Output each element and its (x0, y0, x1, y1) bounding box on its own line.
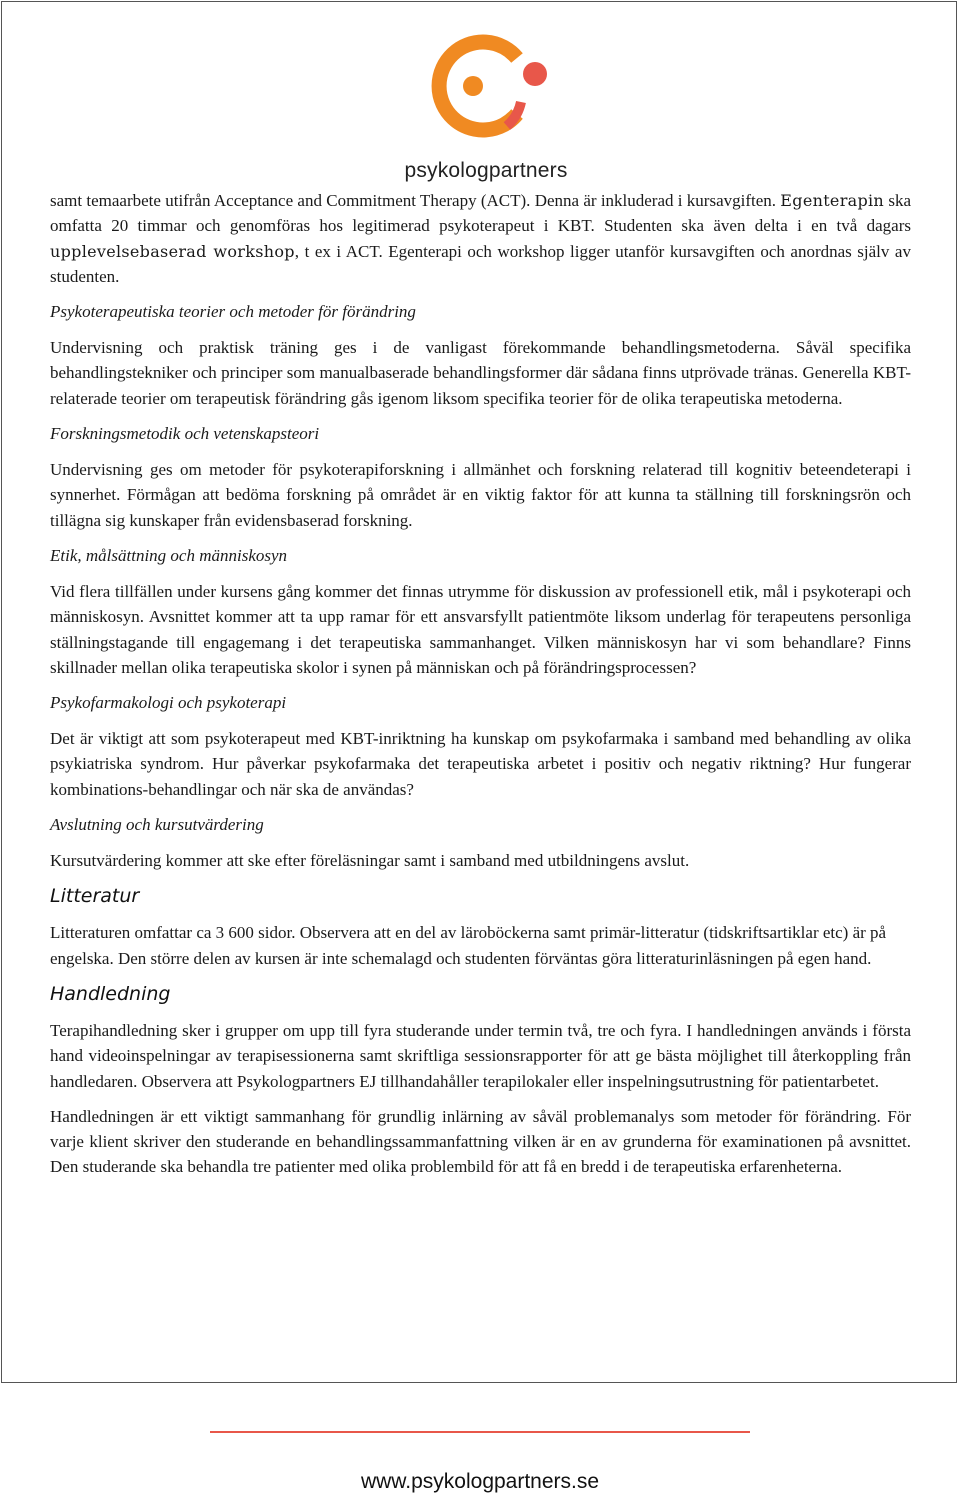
handledning-heading: Handledning (50, 982, 171, 1005)
logo-mark-icon (425, 28, 549, 144)
logo-wordmark: psykologpartners (404, 159, 568, 182)
section-body: Undervisning ges om metoder för psykoterapiforskning i allmänhet och forskning relaterad till kognitiv beteendeterapi i synnerhet. Förmågan att bedöma forskning på området är en viktig faktor för att kunna ta ställning till forskningsrön och tillägna sig kunskaper från evidensbaserad forskning. (50, 460, 911, 530)
footer-divider (210, 1431, 750, 1433)
section-body: Kursutvärdering kommer att ske efter föreläsningar samt i samband med utbildningens avslut. (50, 851, 690, 871)
section-heading: Psykoterapeutiska teorier och metoder för förändring (50, 302, 416, 322)
section-heading: Forskningsmetodik och vetenskapsteori (50, 424, 320, 444)
intro-text-2: ska omfatta 20 timmar och genomföras hos legitimerad psykoterapeut i KBT. Studenten ska även delta i en två dagars (50, 191, 911, 236)
footer-url: www.psykologpartners.se (360, 1470, 600, 1493)
section-body: Det är viktigt att som psykoterapeut med KBT-inriktning ha kunskap om psykofarmaka i samband med behandling av olika psykiatriska syndrom. Hur påverkar psykofarmaka det terapeutiska arbetet i positiv och negativ riktning? Hur fungerar kombinations-behandlingar och när ska de användas? (50, 729, 911, 799)
section-body: Undervisning och praktisk träning ges i de vanligast förekommande behandlingsmetoderna. Såväl specifika behandlingstekniker och principer som manualbaserade behandlingsformer där sådana finns utprövade tränas. Generella KBT-relaterade teorier om terapeutisk förändring gås igenom liksom specifika teorier för de olika terapeutiska metoderna. (50, 338, 911, 408)
intro-text-3: , t ex i ACT. Egenterapi och workshop ligger utanför kursavgiften och anordnas själv av studenten. (50, 241, 911, 286)
logo (385, 28, 585, 182)
egenterapin-term: Egenterapin (780, 191, 885, 210)
litteratur-body: Litteraturen omfattar ca 3 600 sidor. Observera att en del av läroböckerna samt primär-litteratur (tidskriftsartiklar etc) är på engelska. Den större delen av kursen är inte schemalagd och studenten förväntas göra litteraturinläsningen på egen hand. (50, 923, 887, 968)
section-body: Vid flera tillfällen under kursens gång kommer det finnas utrymme för diskussion av professionell etik, mål i psykoterapi och människosyn. Avsnittet kommer att ta upp ramar för ett ansvarsfyllt patientmöte liksom underlag för terapeutens personliga ställningstagande till engagemang i det terapeutiska sammanhanget. Vilken människosyn har vi som behandlare? Finns skillnader mellan olika terapeutiska skolor i synen på människan och på förändringsprocessen? (50, 581, 911, 677)
handledning-body-1: Terapihandledning sker i grupper om upp till fyra studerande under termin två, tre och fyra. I handledningen används i första hand videoinspelningar av terapisessionerna samt skriftliga sessionsrapporter för att ge bästa möjlighet till återkoppling från handledaren. Observera att Psykologpartners EJ tillhandahåller terapilokaler eller inspelningsutrustning för patientarbetet. (50, 1020, 911, 1091)
intro-text-1: samt temaarbete utifrån Acceptance and Commitment Therapy (ACT). Denna är inkluderad i kursavgiften. (50, 191, 781, 210)
document-body (50, 188, 911, 1190)
handledning-body-2: Handledningen är ett viktigt sammanhang för grundlig inlärning av såväl problemanalys som metoder för förändring. För varje klient skriver den studerande en behandlingssammanfattning vilken är en av grunderna för examinationen på avsnittet. Den studerande ska behandla tre patienter med olika problembild för att få en bredd i de terapeutiska erfarenheterna. (50, 1106, 911, 1177)
workshop-term: upplevelsebaserad workshop (50, 241, 295, 261)
litteratur-heading: Litteratur (50, 885, 140, 908)
section-heading: Avslutning och kursutvärdering (50, 815, 264, 835)
section-heading: Etik, målsättning och människosyn (50, 545, 288, 565)
section-heading: Psykofarmakologi och psykoterapi (50, 693, 287, 713)
intro-paragraph (50, 188, 911, 289)
